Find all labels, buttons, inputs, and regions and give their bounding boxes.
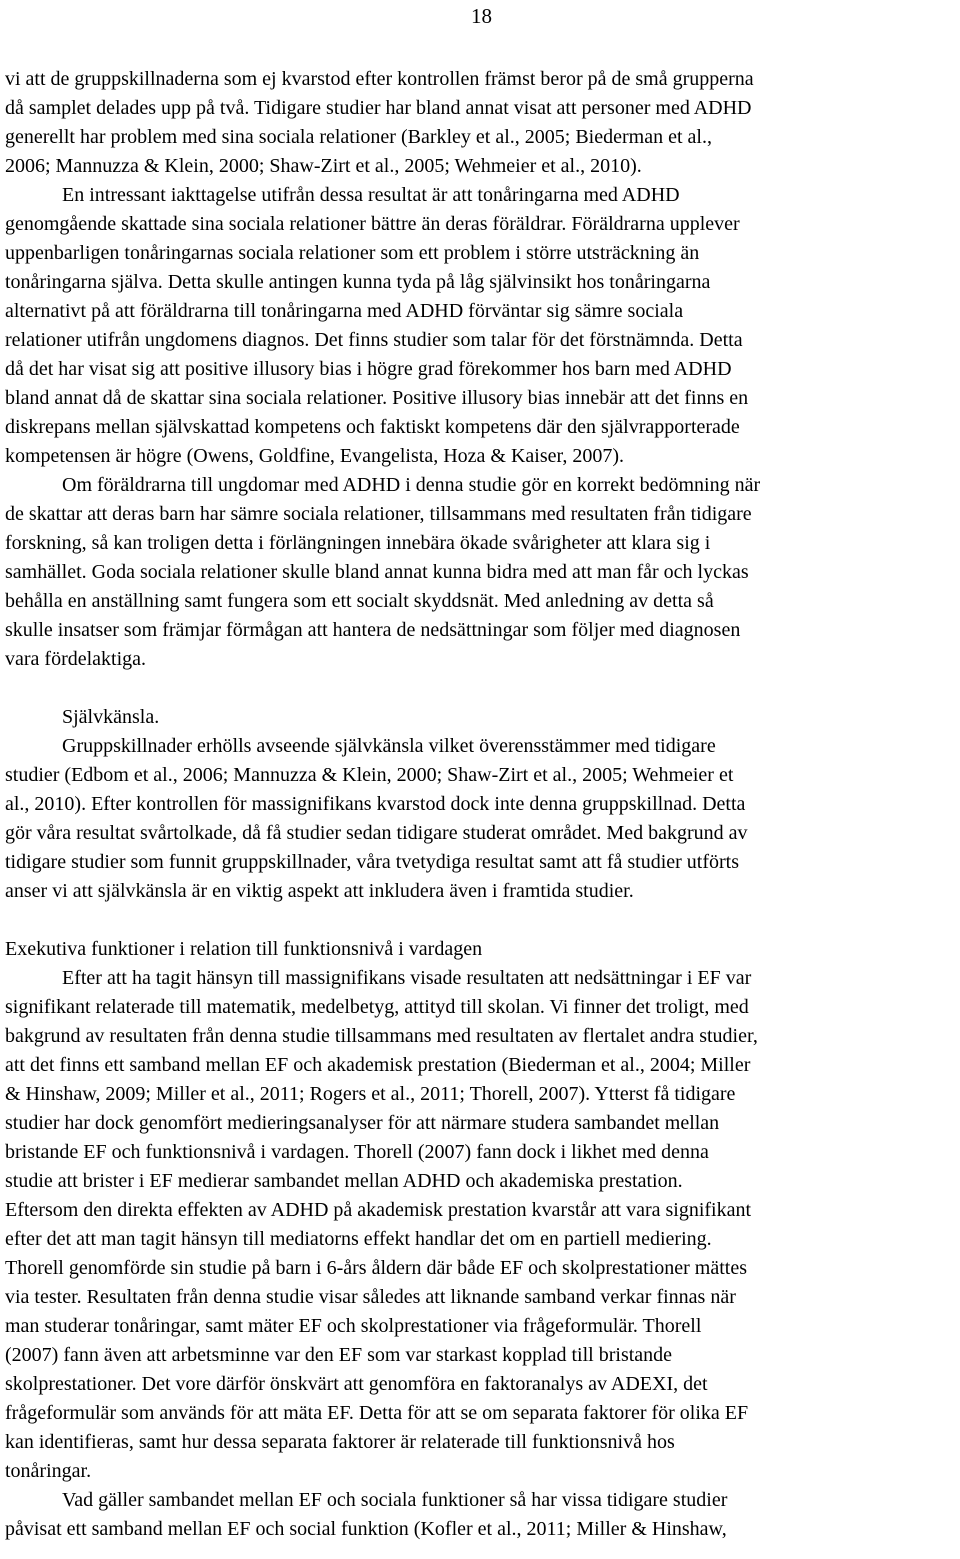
text-line: frågeformulär som används för att mäta EF. Detta för att se om separata faktorer för olika EF [5, 1402, 749, 1424]
text-line: al., 2010). Efter kontrollen för massignifikans kvarstod dock inte denna gruppskillnad. Detta [5, 793, 746, 815]
text-line: bristande EF och funktionsnivå i vardagen. Thorell (2007) fann dock i likhet med denna [5, 1141, 709, 1163]
text-line: & Hinshaw, 2009; Miller et al., 2011; Rogers et al., 2011; Thorell, 2007). Ytterst få tidigare [5, 1083, 736, 1105]
text-line: genomgående skattade sina sociala relationer bättre än deras föräldrar. Föräldrarna upplever [5, 213, 740, 235]
text-line: relationer utifrån ungdomens diagnos. Det finns studier som talar för det förstnämnda. Detta [5, 329, 743, 351]
text-line: studier har dock genomfört medieringsanalyser för att närmare studera sambandet mellan [5, 1112, 720, 1134]
text-line: man studerar tonåringar, samt mäter EF och skolprestationer via frågeformulär. Thorell [5, 1315, 702, 1337]
text-line: Om föräldrarna till ungdomar med ADHD i denna studie gör en korrekt bedömning när [62, 474, 761, 496]
text-line: anser vi att självkänsla är en viktig aspekt att inkludera även i framtida studier. [5, 880, 634, 902]
text-line: skolprestationer. Det vore därför önskvärt att genomföra en faktoranalys av ADEXI, det [5, 1373, 708, 1395]
text-line: påvisat ett samband mellan EF och social funktion (Kofler et al., 2011; Miller & Hinshaw, [5, 1518, 727, 1540]
text-line: efter det att man tagit hänsyn till mediatorns effekt handlar det om en partiell mediering. [5, 1228, 712, 1250]
text-line: kan identifieras, samt hur dessa separata faktorer är relaterade till funktionsnivå hos [5, 1431, 675, 1453]
text-line: vara fördelaktiga. [5, 648, 147, 670]
text-line: En intressant iakttagelse utifrån dessa resultat är att tonåringarna med ADHD [62, 184, 680, 206]
text-line: gör våra resultat svårtolkade, då få studier sedan tidigare studerat området. Med bakgrund av [5, 822, 748, 844]
text-line: tonåringarna själva. Detta skulle antingen kunna tyda på låg självinsikt hos tonåringarna [5, 271, 711, 293]
section-self-esteem [5, 703, 953, 906]
paragraph-social-relations [5, 65, 953, 471]
text-line: Vad gäller sambandet mellan EF och sociala funktioner så har vissa tidigare studier [62, 1489, 728, 1511]
text-line: studier (Edbom et al., 2006; Mannuzza & Klein, 2000; Shaw-Zirt et al., 2005; Wehmeier et [5, 764, 734, 786]
text-line: tonåringar. [5, 1460, 92, 1482]
text-line: då det har visat sig att positive illusory bias i högre grad förekommer hos barn med ADHD [5, 358, 732, 380]
text-line: 2006; Mannuzza & Klein, 2000; Shaw-Zirt et al., 2005; Wehmeier et al., 2010). [5, 155, 642, 177]
text-line: tidigare studier som funnit gruppskillnader, våra tvetydiga resultat samt att få studier utförts [5, 851, 740, 873]
text-line: diskrepans mellan självskattad kompetens och faktiskt kompetens där den självrapporterade [5, 416, 740, 438]
text-line: Efter att ha tagit hänsyn till massignifikans visade resultaten att nedsättningar i EF var [62, 967, 752, 989]
paragraph-parents-assessment [5, 471, 953, 674]
text-line: bland annat då de skattar sina sociala relationer. Positive illusory bias innebär att det finns en [5, 387, 749, 409]
text-line: studie att brister i EF medierar sambandet mellan ADHD och akademiska prestation. [5, 1170, 683, 1192]
text-line: signifikant relaterade till matematik, medelbetyg, attityd till skolan. Vi finner det troligt, med [5, 996, 749, 1018]
text-line: att det finns ett samband mellan EF och akademisk prestation (Biederman et al., 2004; Miller [5, 1054, 751, 1076]
text-line: de skattar att deras barn har sämre sociala relationer, tillsammans med resultaten från tidigare [5, 503, 752, 525]
text-line: generellt har problem med sina sociala relationer (Barkley et al., 2005; Biederman et al., [5, 126, 712, 148]
text-line: skulle insatser som främjar förmågan att hantera de nedsättningar som följer med diagnosen [5, 619, 741, 641]
text-line: kompetensen är högre (Owens, Goldfine, Evangelista, Hoza & Kaiser, 2007). [5, 445, 625, 467]
text-line: (2007) fann även att arbetsminne var den EF som var starkast kopplad till bristande [5, 1344, 673, 1366]
text-line: via tester. Resultaten från denna studie visar således att liknande samband verkar finnas när [5, 1286, 736, 1308]
text-line: Eftersom den direkta effekten av ADHD på akademisk prestation kvarstår att vara signifikant [5, 1199, 752, 1221]
text-line: uppenbarligen tonåringarnas sociala relationer som ett problem i större utsträckning än [5, 242, 700, 264]
text-line: Thorell genomförde sin studie på barn i 6-års åldern där både EF och skolprestationer mättes [5, 1257, 747, 1279]
page-number: 18 [471, 4, 492, 28]
document-body [5, 65, 953, 1544]
section-heading: Självkänsla. [62, 706, 160, 728]
section-heading: Exekutiva funktioner i relation till funktionsnivå i vardagen [5, 938, 483, 960]
text-line: då samplet delades upp på två. Tidigare studier har bland annat visat att personer med ADHD [5, 97, 752, 119]
text-line: alternativt på att föräldrarna till tonåringarna med ADHD förväntar sig sämre sociala [5, 300, 684, 322]
text-line: bakgrund av resultaten från denna studie tillsammans med resultaten av flertalet andra studier, [5, 1025, 758, 1047]
text-line: Gruppskillnader erhölls avseende självkänsla vilket överensstämmer med tidigare [62, 735, 716, 757]
text-line: samhället. Goda sociala relationer skulle bland annat kunna bidra med att man får och lyckas [5, 561, 749, 583]
text-line: behålla en anställning samt fungera som ett socialt skyddsnät. Med anledning av detta så [5, 590, 714, 612]
text-line: forskning, så kan troligen detta i förlängningen innebära ökade svårigheter att klara sig i [5, 532, 711, 554]
section-executive-functions [5, 935, 953, 1544]
text-line: vi att de gruppskillnaderna som ej kvarstod efter kontrollen främst beror på de små grupperna [5, 68, 754, 90]
